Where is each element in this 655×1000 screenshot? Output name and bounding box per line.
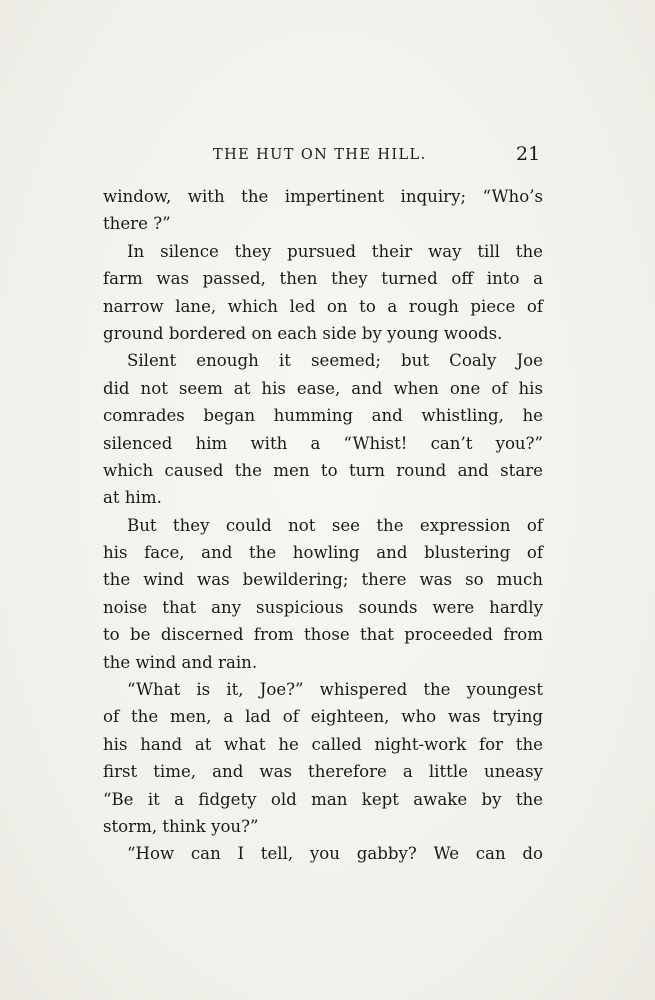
page-header: [0, 143, 655, 167]
text-line: “How can I tell, you gabby? We can do: [127, 844, 543, 864]
text-line: the wind was bewildering; there was so much: [103, 570, 543, 590]
text-line: there ?”: [103, 214, 171, 234]
text-line: silenced him with a “Whist! can’t you?”: [103, 433, 543, 453]
text-line: narrow lane, which led on to a rough piece of: [103, 296, 543, 316]
text-line: Silent enough it seemed; but Coaly Joe: [127, 351, 543, 371]
text-line: his hand at what he called night-work for the: [103, 734, 543, 754]
text-line: at him.: [103, 488, 162, 508]
text-line: did not seem at his ease, and when one of his: [103, 378, 543, 398]
text-line: noise that any suspicious sounds were hardly: [103, 597, 543, 617]
text-line: “What is it, Joe?” whispered the youngest: [127, 680, 543, 700]
text-line: farm was passed, then they turned off into a: [103, 269, 543, 289]
text-line: In silence they pursued their way till the: [127, 241, 543, 261]
text-line: first time, and was therefore a little uneasy: [103, 762, 543, 782]
text-line: which caused the men to turn round and stare: [103, 460, 543, 480]
text-line: to be discerned from those that proceeded from: [103, 625, 543, 645]
text-line: storm, think you?”: [103, 816, 259, 836]
text-line: of the men, a lad of eighteen, who was trying: [103, 707, 543, 727]
body-text: [103, 183, 543, 868]
text-line: window, with the impertinent inquiry; “Who’s: [103, 187, 543, 206]
text-line: “Be it a fidgety old man kept awake by the: [103, 789, 543, 809]
text-line: his face, and the howling and blustering of: [103, 543, 543, 563]
text-line: comrades began humming and whistling, he: [103, 406, 543, 426]
text-line: the wind and rain.: [103, 652, 258, 672]
running-title: THE HUT ON THE HILL.: [213, 147, 427, 163]
text-line: ground bordered on each side by young woods.: [103, 323, 503, 343]
text-line: But they could not see the expression of: [127, 515, 543, 535]
page-number: 21: [516, 143, 541, 165]
